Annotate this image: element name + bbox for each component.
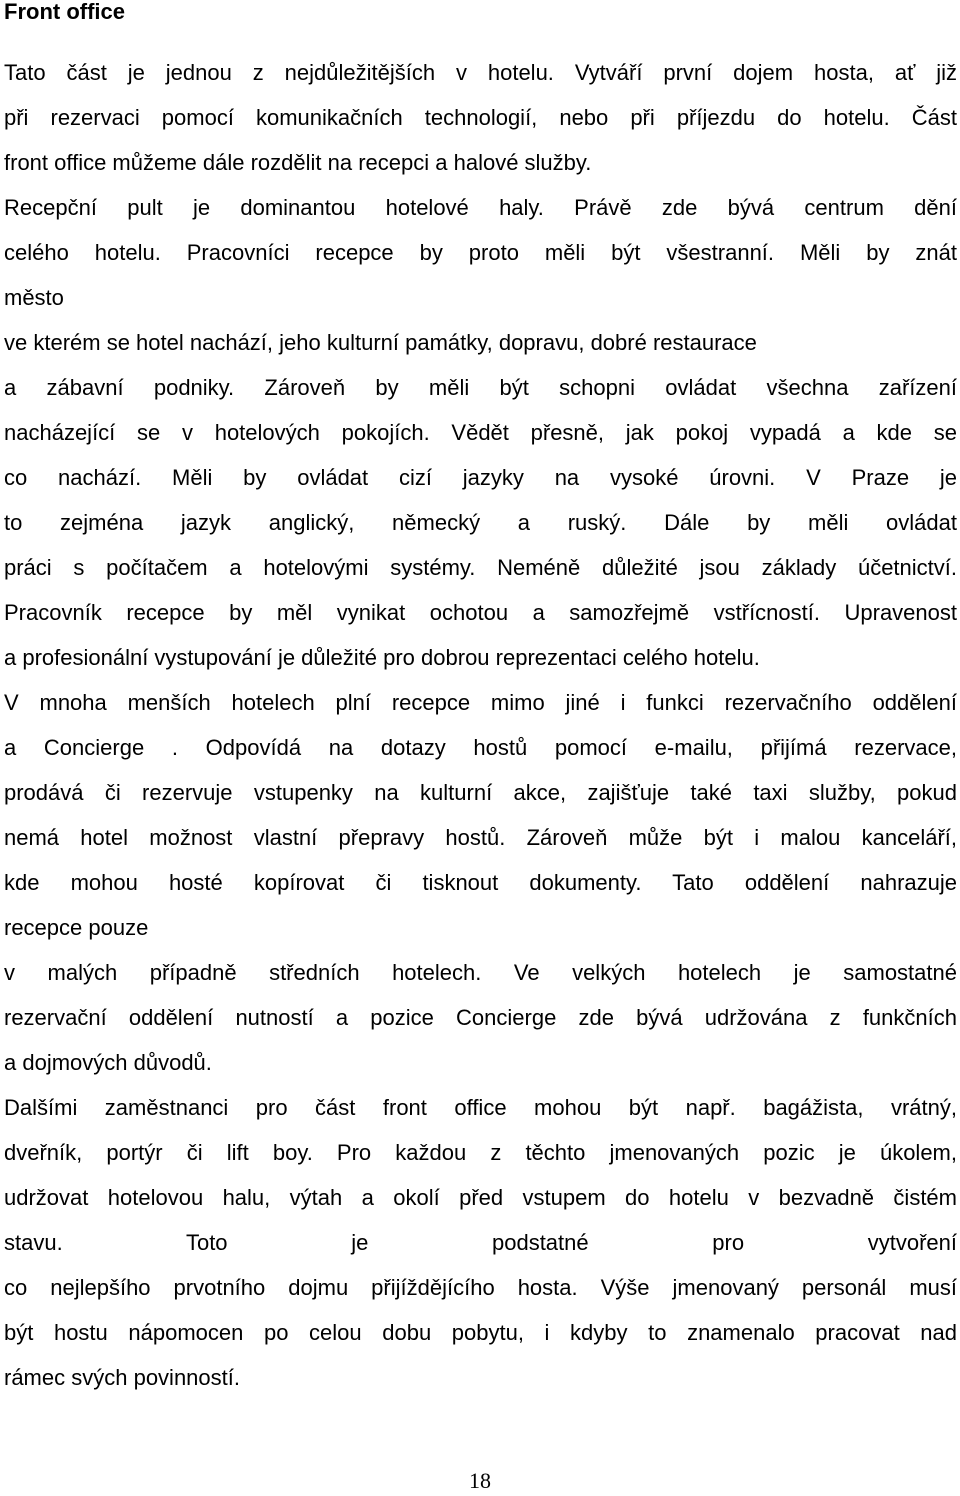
paragraph-line: a Concierge . Odpovídá na dotazy hostů pomocí e-mailu, přijímá rezervace, xyxy=(4,735,957,760)
paragraph-line: při rezervaci pomocí komunikačních technologií, nebo při příjezdu do hotelu. Část xyxy=(4,105,957,130)
paragraph-line: město xyxy=(4,285,64,310)
paragraph-line: Tato část je jednou z nejdůležitějších v hotelu. Vytváří první dojem hosta, ať již xyxy=(4,60,957,85)
paragraph-line: udržovat hotelovou halu, výtah a okolí před vstupem do hotelu v bezvadně čistém xyxy=(4,1185,957,1210)
paragraph-line: rámec svých povinností. xyxy=(4,1365,240,1390)
paragraph-line: Recepční pult je dominantou hotelové haly. Právě zde bývá centrum dění xyxy=(4,195,957,220)
paragraph-line: Pracovník recepce by měl vynikat ochotou a samozřejmě vstřícností. Upravenost xyxy=(4,600,957,625)
paragraph-line: ve kterém se hotel nachází, jeho kulturní památky, dopravu, dobré restaurace xyxy=(4,330,757,355)
page-number: 18 xyxy=(469,1468,491,1493)
paragraph-line: Dalšími zaměstnanci pro část front office mohou být např. bagážista, vrátný, xyxy=(4,1095,957,1120)
paragraph-line: nacházející se v hotelových pokojích. Vědět přesně, jak pokoj vypadá a kde se xyxy=(4,420,957,445)
paragraph-line: a profesionální vystupování je důležité pro dobrou reprezentaci celého hotelu. xyxy=(4,645,760,670)
paragraph-line: a dojmových důvodů. xyxy=(4,1050,212,1075)
paragraph-line: co nachází. Měli by ovládat cizí jazyky na vysoké úrovni. V Praze je xyxy=(4,465,957,490)
paragraph-line: dveřník, portýr či lift boy. Pro každou z těchto jmenovaných pozic je úkolem, xyxy=(4,1140,957,1165)
paragraph-line: to zejména jazyk anglický, německý a ruský. Dále by měli ovládat xyxy=(4,510,957,535)
paragraph-line: práci s počítačem a hotelovými systémy. Neméně důležité jsou základy účetnictví. xyxy=(4,555,957,580)
paragraph-line: nemá hotel možnost vlastní přepravy hostů. Zároveň může být i malou kanceláří, xyxy=(4,825,957,850)
paragraph-line: v malých případně středních hotelech. Ve velkých hotelech je samostatné xyxy=(4,960,957,985)
paragraph-line: recepce pouze xyxy=(4,915,149,940)
paragraph-line: a zábavní podniky. Zároveň by měli být schopni ovládat všechna zařízení xyxy=(4,375,957,400)
paragraph-line: prodává či rezervuje vstupenky na kulturní akce, zajišťuje také taxi služby, pokud xyxy=(4,780,957,805)
section-heading: Front office xyxy=(4,0,125,24)
paragraph-line: front office můžeme dále rozdělit na recepci a halové služby. xyxy=(4,150,592,175)
paragraph-line: co nejlepšího prvotního dojmu přijíždějícího hosta. Výše jmenovaný personál musí xyxy=(4,1275,957,1300)
paragraph-line: kde mohou hosté kopírovat či tisknout dokumenty. Tato oddělení nahrazuje xyxy=(4,870,957,895)
paragraph-line: stavu. Toto je podstatné pro vytvoření xyxy=(4,1230,957,1255)
paragraph-line: rezervační oddělení nutností a pozice Concierge zde bývá udržována z funkčních xyxy=(4,1005,957,1030)
paragraph-line: být hostu nápomocen po celou dobu pobytu, i kdyby to znamenalo pracovat nad xyxy=(4,1320,957,1345)
paragraph-line: celého hotelu. Pracovníci recepce by proto měli být všestranní. Měli by znát xyxy=(4,240,957,265)
paragraph-line: V mnoha menších hotelech plní recepce mimo jiné i funkci rezervačního oddělení xyxy=(4,690,957,715)
